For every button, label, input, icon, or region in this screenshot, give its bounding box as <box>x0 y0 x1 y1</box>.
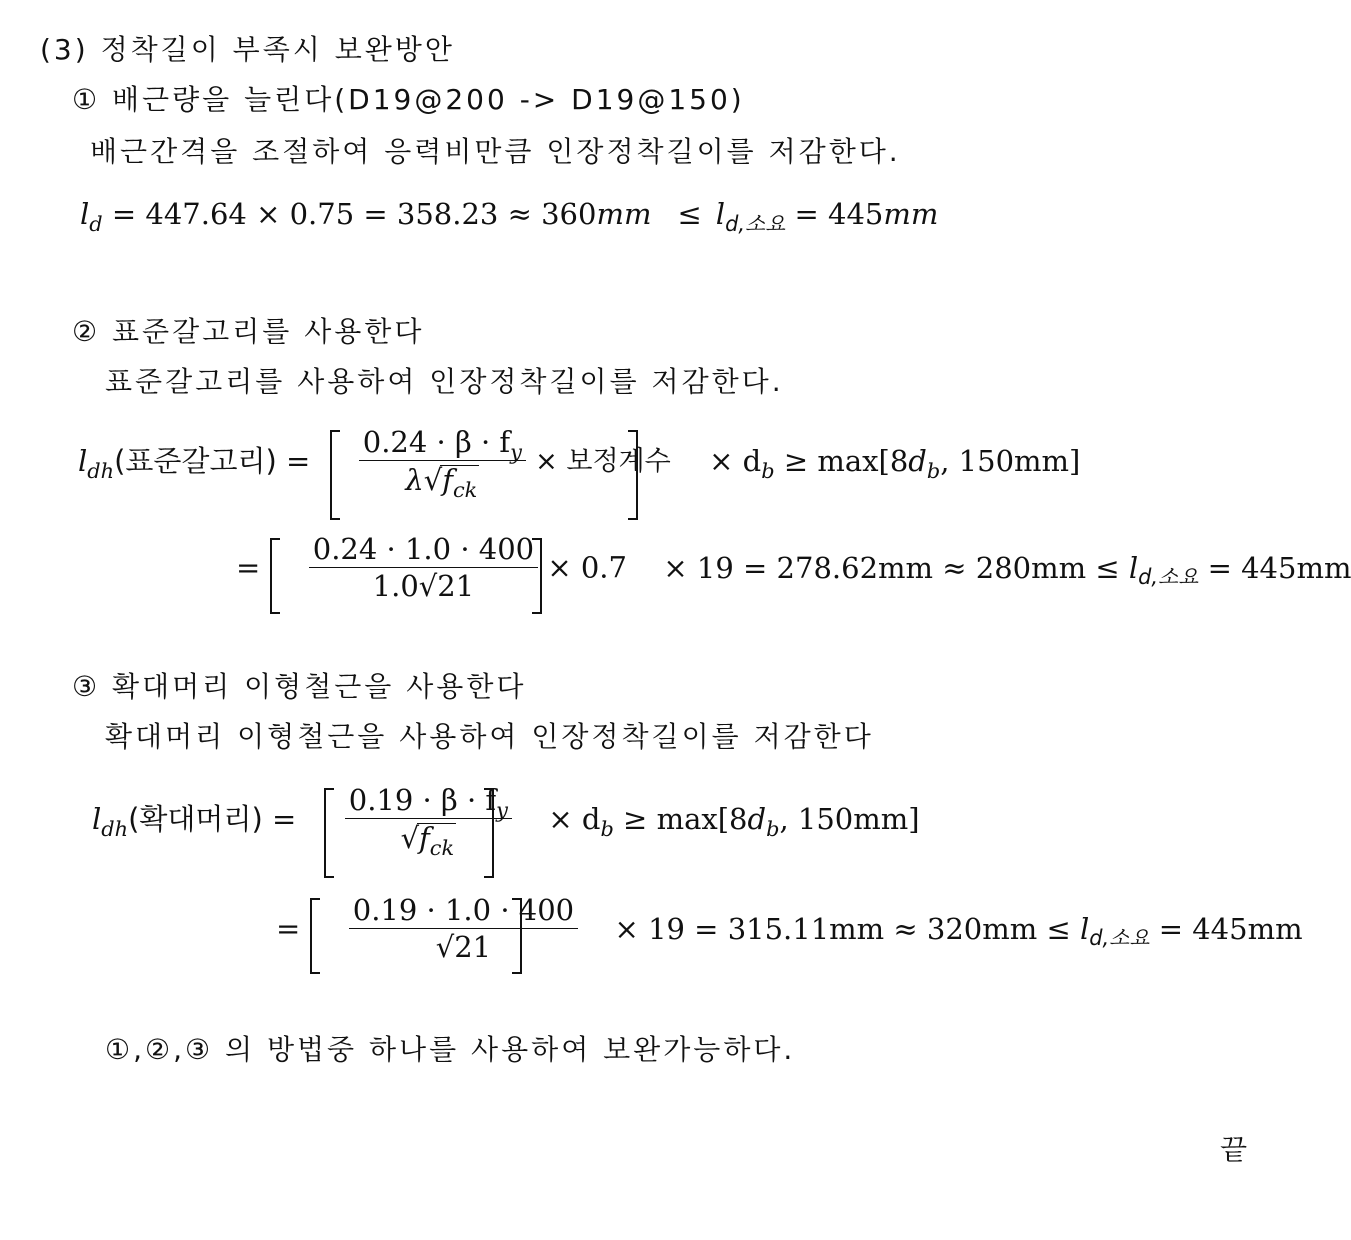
method-3-description: 확대머리 이형철근을 사용하여 인장정착길이를 저감한다 <box>105 720 874 753</box>
ldh-hook-label: (표준갈고리) <box>114 444 277 478</box>
method-2-description: 표준갈고리를 사용하여 인장정착길이를 저감한다. <box>105 365 784 398</box>
eq-ld-req-subscript: d,소요 <box>725 211 786 236</box>
ldh-max-condition: ≥ max[8 <box>774 444 909 478</box>
head-numerator: $0.19 \cdot \beta \cdot f_y$ <box>345 786 512 819</box>
eq-ld-unit: mm <box>596 197 652 231</box>
method-2-substitution: = $\frac{0.24 \cdot 1.0 \cdot 400}{1.0√21}$ × $0.7 \times 19 = 278.62mm \approx 280mm \le l_{d,소요} = 445mm$ <box>236 532 1351 603</box>
ldh-equals: = <box>286 444 311 478</box>
method-1-heading: ① 배근량을 늘린다(D19@200 -> D19@150) <box>72 83 745 116</box>
method-2-heading: ② 표준갈고리를 사용한다 <box>72 315 425 348</box>
head-denominator: $√f_{ck}$ <box>400 821 455 860</box>
method-1-description: 배근간격을 조절하여 응력비만큼 인장정착길이를 저감한다. <box>90 135 901 168</box>
method-3-formula: $l_{dh}$(확대머리) = $\frac{0.19 \cdot \beta \cdot f_y}{√f_{ck}}$ × $d_b \ge \max[8d_b$, 150mm] <box>92 783 920 860</box>
sub-correction: × 0.7 <box>547 550 627 585</box>
method-1-equation <box>80 197 939 236</box>
conclusion: ①,②,③ 의 방법중 하나를 사용하여 보완가능하다. <box>105 1033 796 1066</box>
sub-fraction <box>309 532 538 603</box>
bracket-right <box>628 430 638 520</box>
head-sub-fraction <box>349 893 578 964</box>
sub-required: = 445mm <box>1198 550 1351 585</box>
method-2-formula: $l_{dh}$(표준갈고리) = $\frac{0.24 \cdot \beta \cdot f_y}{\lambda√f_{ck}}$ × 보정계수 × $d_b \ge \max[8d_b$, 150mm] <box>78 425 1081 502</box>
ldh-head-label: (확대머리) <box>128 802 263 836</box>
eq-ld-req-value: = 445 <box>785 197 884 231</box>
sub-result: × 19 = 278.62mm ≈ 280mm ≤ <box>663 550 1120 585</box>
eq-ld-expression: = 447.64 × 0.75 = 358.23 ≈ 360 <box>102 197 597 231</box>
head-sub-denominator: √21 <box>435 930 492 964</box>
end-mark: 끝 <box>1220 1133 1251 1166</box>
ldh-symbol: l <box>78 444 88 478</box>
eq-ld-subscript: d <box>89 211 103 236</box>
bracket-left <box>270 538 280 614</box>
bracket-left <box>324 788 334 878</box>
eq-ld-symbol: l <box>80 197 90 231</box>
bracket-right <box>512 898 522 974</box>
ldh-times-db: × d <box>709 444 762 478</box>
ldh-correction-factor: × 보정계수 <box>535 446 671 477</box>
head-sub-required: = 445mm <box>1149 911 1303 946</box>
head-sub-numerator: 0.19 · 1.0 · 400 <box>349 896 578 929</box>
ldh-subscript: dh <box>87 458 115 483</box>
eq-ld-req-symbol: l <box>715 197 726 231</box>
ldh-numerator: $0.24 \cdot \beta \cdot f_y$ <box>359 428 526 461</box>
method-3-heading: ③ 확대머리 이형철근을 사용한다 <box>72 670 527 703</box>
bracket-left <box>330 430 340 520</box>
eq-ld-req-unit: mm <box>883 197 939 231</box>
head-sub-result: × 19 = 315.11mm ≈ 320mm ≤ <box>614 911 1071 946</box>
bracket-right <box>484 788 494 878</box>
bracket-right <box>532 538 542 614</box>
ldh-fraction <box>359 425 526 502</box>
sub-numerator: 0.24 · 1.0 · 400 <box>309 535 538 568</box>
eq-ld-le: ≤ <box>677 197 702 231</box>
sub-denominator: 1.0√21 <box>372 569 475 603</box>
section-title: (3) 정착길이 부족시 보완방안 <box>40 33 455 66</box>
ldh-denominator: $\lambda√f_{ck}$ <box>405 463 478 502</box>
sub-equals: = <box>236 550 261 585</box>
method-3-substitution: = $\frac{0.19 \cdot 1.0 \cdot 400}{√21}$ × $19 = 315.11mm \approx 320mm \le l_{d,소요} = 445mm$ <box>276 893 1303 964</box>
bracket-left <box>310 898 320 974</box>
